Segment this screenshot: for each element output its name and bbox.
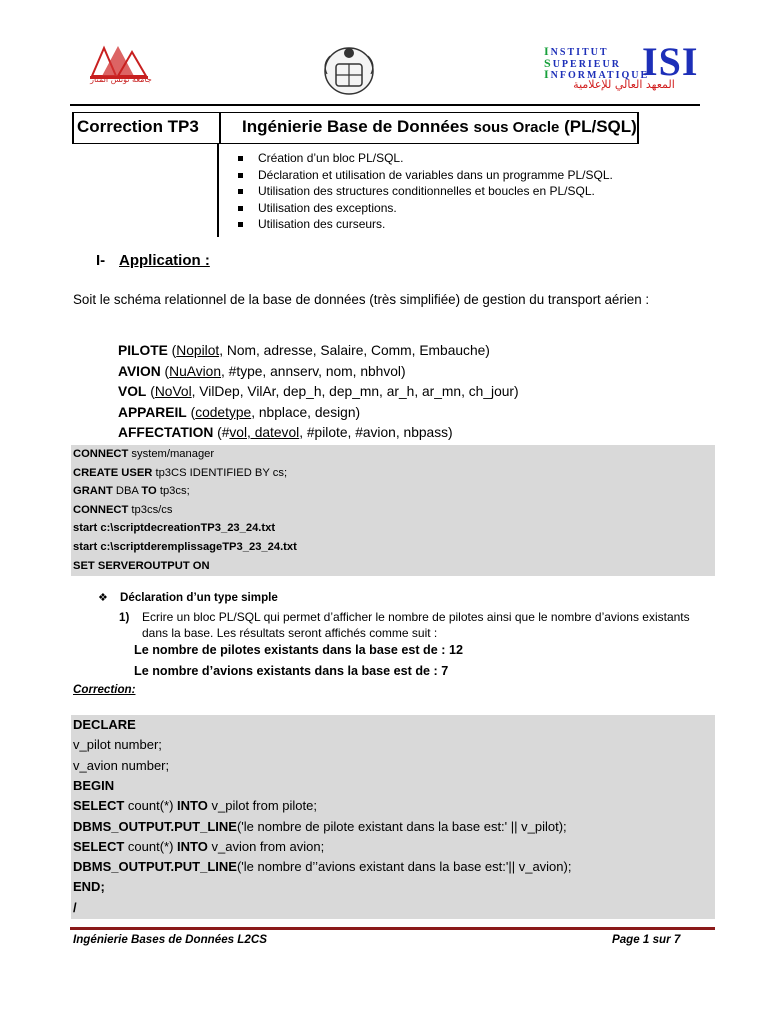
- schema-avion: [118, 362, 406, 383]
- objective-item: Déclaration et utilisation de variables dans un programme PL/SQL.: [236, 167, 613, 184]
- code-text: ('le nombre d’’avions existant dans la base est:'|| v_avion);: [236, 859, 572, 875]
- sql-keyword: INTO: [177, 798, 208, 814]
- table-name: PILOTE: [118, 343, 168, 358]
- setup-code-block: [71, 445, 715, 576]
- code-text: DBA: [112, 485, 142, 498]
- objective-item: Utilisation des structures conditionnelles et boucles en PL/SQL.: [236, 183, 613, 200]
- schema-vol: [118, 382, 519, 403]
- answer-code-block: [71, 715, 715, 919]
- code-line: [73, 445, 214, 464]
- university-logo: [82, 42, 160, 90]
- isi-line-text: NFORMATIQUE: [550, 70, 650, 81]
- isi-cap-letter: I: [544, 44, 551, 58]
- schema-paren: (: [186, 404, 196, 420]
- sql-keyword: TO: [141, 485, 157, 498]
- sql-keyword: CREATE USER: [73, 466, 153, 479]
- table-name: APPAREIL: [118, 404, 187, 420]
- title-box: [72, 112, 639, 144]
- exercise-heading: Déclaration d’un type simple: [120, 591, 278, 604]
- attributes: Nom, adresse, Salaire, Comm, Embauche): [223, 343, 490, 358]
- objective-item: Utilisation des exceptions.: [236, 200, 613, 217]
- primary-key: vol, datevol: [229, 425, 300, 440]
- isi-cap-letter: S: [544, 56, 553, 70]
- code-text: system/manager: [128, 448, 215, 460]
- primary-key: NoVol: [154, 384, 192, 399]
- code-line: [73, 796, 317, 816]
- isi-line-text: UPERIEUR: [552, 59, 621, 70]
- course-title-main: Ingénierie Base de Données: [242, 117, 469, 136]
- intro-paragraph: Soit le schéma relationnel de la base de données (très simplifiée) de gestion du transport aérien :: [73, 292, 650, 307]
- code-text: count(*): [124, 798, 178, 814]
- tp-label: Correction TP3: [77, 117, 199, 136]
- sql-keyword: GRANT: [73, 485, 113, 498]
- code-line: SET SERVEROUTPUT ON: [73, 559, 210, 572]
- objective-item: Utilisation des curseurs.: [236, 216, 613, 233]
- code-line: start c:\scriptdecreationTP3_23_24.txt: [73, 522, 276, 535]
- course-title-tail: (PL/SQL): [564, 117, 637, 136]
- coat-of-arms-logo: [318, 44, 380, 96]
- table-name: AFFECTATION: [118, 425, 214, 440]
- code-line: [73, 464, 287, 483]
- sql-keyword: DBMS_OUTPUT.PUT_LINE: [73, 818, 237, 834]
- sql-keyword: SELECT: [73, 798, 125, 814]
- university-arabic-name: جامعة تونس المنار: [90, 75, 152, 84]
- title-divider: [219, 113, 221, 143]
- question-text: Ecrire un bloc PL/SQL qui permet d’afficher le nombre de pilotes ainsi que le nombre d’avions existants dans la base. Les résultats seront affichés comme suit :: [142, 610, 690, 640]
- code-line: DECLARE: [73, 717, 136, 732]
- code-text: v_avion from avion;: [207, 838, 325, 854]
- section-number: I-: [96, 252, 106, 269]
- code-text: count(*): [124, 838, 178, 854]
- schema-paren: (#: [213, 425, 230, 440]
- code-line: v_pilot number;: [73, 737, 162, 753]
- code-line: [73, 501, 172, 520]
- sql-keyword: SELECT: [73, 838, 125, 854]
- table-name: AVION: [118, 363, 161, 379]
- isi-acronym: ISI: [642, 39, 699, 84]
- correction-label: Correction:: [73, 683, 136, 696]
- code-line: [73, 837, 324, 857]
- code-line: [73, 857, 571, 877]
- code-line: start c:\scriptderemplissageTP3_23_24.txt: [73, 541, 297, 553]
- sql-keyword: CONNECT: [73, 503, 129, 516]
- code-text: v_pilot from pilote;: [207, 798, 317, 814]
- page-number: Page 1 sur 7: [612, 933, 681, 946]
- primary-key: Nopilot,: [176, 343, 224, 358]
- isi-cap-letter: I: [544, 67, 551, 81]
- schema-pilote: [118, 341, 490, 362]
- expected-output-2: Le nombre d’avions existants dans la base est de : 7: [134, 664, 449, 678]
- question-number: 1): [119, 611, 130, 624]
- code-text: ('le nombre de pilote existant dans la base est:' || v_pilot);: [236, 818, 567, 834]
- isi-logo: [540, 40, 708, 100]
- code-text: tp3CS IDENTIFIED BY cs;: [152, 466, 288, 479]
- schema-paren: (: [160, 363, 170, 379]
- course-title: [242, 113, 637, 143]
- primary-key: codetype: [195, 404, 252, 420]
- attributes: , #type, annserv, nom, nbhvol): [221, 363, 406, 379]
- schema-appareil: [118, 403, 360, 424]
- code-line: v_avion number;: [73, 757, 170, 773]
- objective-item: Création d’un bloc PL/SQL.: [236, 150, 613, 167]
- objectives-list: [236, 150, 613, 233]
- sql-keyword: INTO: [177, 838, 208, 854]
- code-line: /: [73, 899, 77, 915]
- footer-course-name: Ingénierie Bases de Données L2CS: [73, 933, 267, 946]
- code-text: tp3cs/cs: [128, 503, 173, 516]
- sql-keyword: CONNECT: [73, 448, 129, 460]
- table-name: VOL: [118, 384, 147, 399]
- attributes: , #pilote, #avion, nbpass): [299, 425, 453, 440]
- code-line: [73, 817, 567, 837]
- attributes: , nbplace, design): [251, 404, 361, 420]
- isi-line-text: NSTITUT: [550, 47, 609, 58]
- schema-paren: (: [146, 384, 155, 399]
- code-line: BEGIN: [73, 777, 115, 793]
- section-title: Application :: [119, 252, 210, 269]
- footer-divider: [70, 927, 715, 930]
- header-divider: [70, 104, 700, 106]
- schema-paren: (: [167, 343, 177, 358]
- code-line: [73, 482, 190, 501]
- isi-arabic-name: المعهد العالي للإعلامية: [573, 78, 675, 91]
- expected-output-1: Le nombre de pilotes existants dans la base est de : 12: [134, 643, 463, 657]
- sql-keyword: DBMS_OUTPUT.PUT_LINE: [73, 859, 237, 875]
- primary-key: NuAvion: [169, 363, 222, 379]
- code-line: END;: [73, 879, 105, 895]
- diamond-bullet-icon: ❖: [98, 592, 108, 604]
- code-text: tp3cs;: [156, 485, 190, 498]
- objectives-divider: [217, 143, 219, 237]
- course-title-small: sous Oracle: [473, 119, 560, 136]
- schema-affectation: [118, 423, 453, 444]
- attributes: , VilDep, VilAr, dep_h, dep_mn, ar_h, ar_mn, ch_jour): [191, 384, 519, 399]
